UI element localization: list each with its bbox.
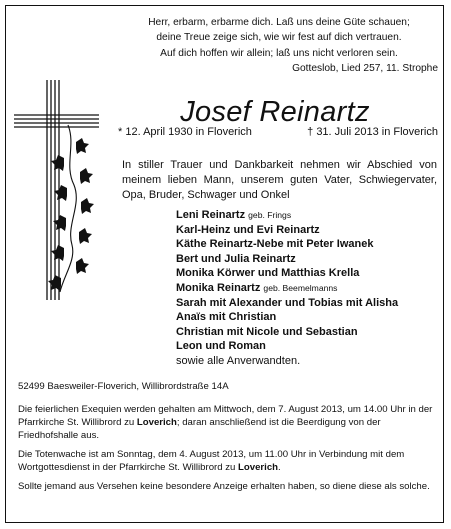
verse-line-1: Herr, erbarm, erbarme dich. Laß uns deine Güte schauen; bbox=[148, 17, 410, 28]
mourners-list bbox=[176, 208, 441, 369]
intro-text: In stiller Trauer und Dankbarkeit nehmen wir Abschied von meinem lieben Mann, unserem guten Vater, Schwiegervater, Opa, Bruder, Schwager und Onkel bbox=[122, 159, 437, 201]
verse-source: Gotteslob, Lied 257, 11. Strophe bbox=[292, 62, 438, 74]
mourner-entry: Christian mit Nicole und Sebastian bbox=[176, 325, 358, 338]
verse-line-2: deine Treue zeige sich, wie wir fest auf dich vertrauen. bbox=[156, 32, 402, 44]
mourner-entry: Bert und Julia Reinartz bbox=[176, 252, 296, 265]
mourner-entry: Monika Reinartz geb. Beemelmanns bbox=[176, 281, 338, 294]
mourner-entry: Monika Körwer und Matthias Krella bbox=[176, 267, 360, 280]
mourner-entry: Leon und Roman bbox=[176, 340, 266, 353]
verse-line-3: Auf dich hoffen wir allein; laß uns nicht verloren sein. bbox=[160, 47, 398, 59]
death-date: † 31. Juli 2013 in Floverich bbox=[307, 126, 438, 138]
closing-note: Sollte jemand aus Versehen keine besondere Anzeige erhalten haben, so diene diese als solche. bbox=[18, 481, 430, 492]
deceased-name: Josef Reinartz bbox=[180, 96, 370, 128]
birth-date: * 12. April 1930 in Floverich bbox=[118, 126, 252, 138]
mourner-entry: Käthe Reinartz-Nebe mit Peter Iwanek bbox=[176, 238, 374, 251]
mourner-entry: Karl-Heinz und Evi Reinartz bbox=[176, 223, 320, 236]
mourner-entry: Anaïs mit Christian bbox=[176, 311, 277, 324]
exequien-place: Loverich bbox=[136, 416, 177, 428]
cross-with-ivy-icon bbox=[14, 80, 114, 305]
address: 52499 Baesweiler-Floverich, Willibrordstraße 14A bbox=[18, 381, 229, 392]
mourner-entry: Sarah mit Alexander und Tobias mit Alisha bbox=[176, 296, 399, 309]
mourners-closing: sowie alle Anverwandten. bbox=[176, 354, 301, 367]
bible-verse bbox=[120, 15, 438, 76]
totenwache-place: Loverich bbox=[238, 461, 279, 473]
mourner-entry: Leni Reinartz geb. Frings bbox=[176, 209, 292, 221]
exequien-notice: Die feierlichen Exequien werden gehalten am Mittwoch, dem 7. August 2013, um 14.00 Uhr in der Pfarrkirche St. Willibrord zu Loverich; daran anschließend ist die Beerdigung von der Friedhofshalle aus. bbox=[18, 404, 433, 441]
life-dates bbox=[118, 124, 438, 140]
totenwache-notice: Die Totenwache ist am Sonntag, dem 4. August 2013, um 11.00 Uhr in Verbindung mit dem Wortgottesdienst in der Pfarrkirche St. Willibrord zu Loverich. bbox=[18, 449, 405, 473]
